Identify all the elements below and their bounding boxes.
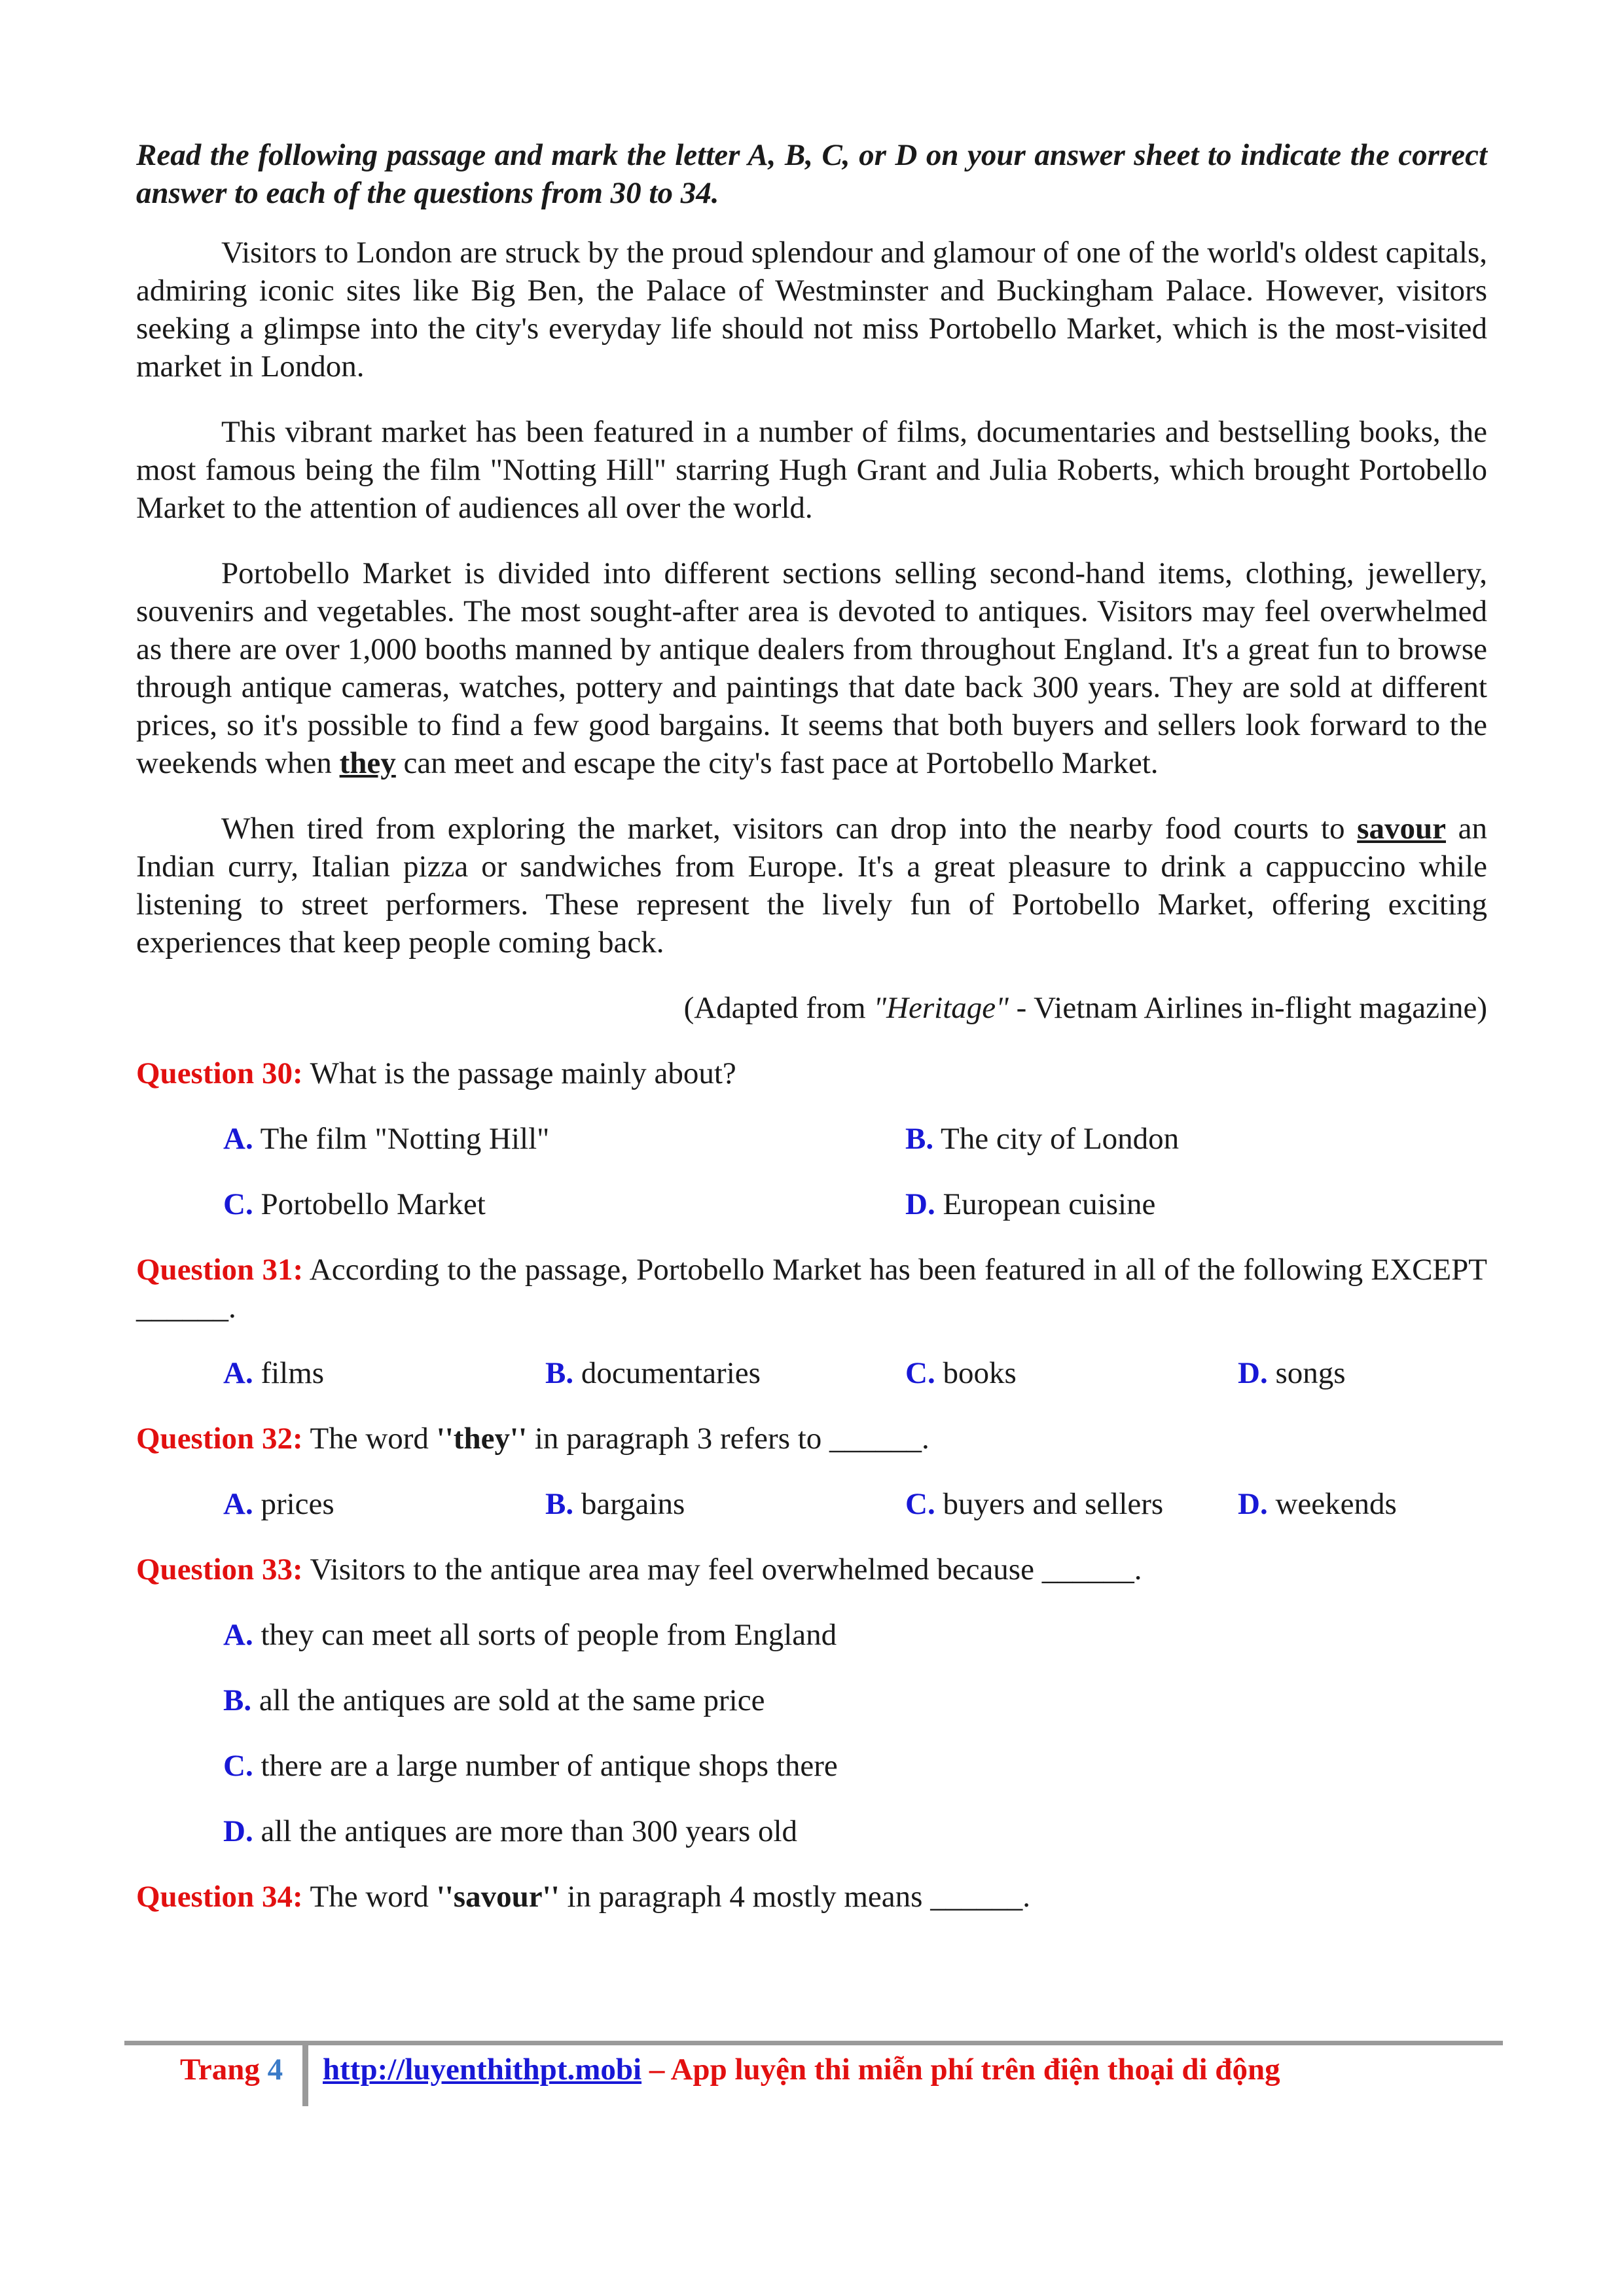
q31-options xyxy=(136,1354,1487,1392)
question-label: Question 33: xyxy=(136,1552,303,1587)
q32-option-d[interactable]: D. weekends xyxy=(1238,1487,1397,1521)
page-number: 4 xyxy=(267,2053,283,2087)
quoted-word: ''they'' xyxy=(436,1422,528,1456)
source-post: - Vietnam Airlines in-flight magazine) xyxy=(1008,991,1487,1025)
document-page xyxy=(136,136,1487,1943)
question-label: Question 30: xyxy=(136,1056,303,1090)
paragraph-1: Visitors to London are struck by the proud splendour and glamour of one of the world's oldest capitals, admiring iconic sites like Big Ben, the Palace of Westminster and Buckingham Palace. However, visitors seeking a glimpse into the city's everyday life should not miss Portobello Market, which is the most-visited market in London. xyxy=(136,236,1487,384)
source-pre: (Adapted from xyxy=(683,991,874,1025)
question-label: Question 32: xyxy=(136,1422,303,1456)
q30-options-row-1 xyxy=(136,1120,1487,1158)
paragraph-3-text-a: Portobello Market is divided into different sections selling second-hand items, clothing, jewellery, souvenirs and vegetables. The most sought-after area is devoted to antiques. Visitors may feel overwhelmed as there are over 1,000 booths manned by antique dealers from throughout England. It's a great fun to browse through antique cameras, watches, pottery and paintings that date back 300 years. They are sold at different prices, so it's possible to find a few good bargains. It seems that both buyers and sellers look forward to the weekends when xyxy=(136,556,1487,780)
q32-option-c[interactable]: C. buyers and sellers xyxy=(905,1487,1164,1521)
footer-divider xyxy=(124,2041,1503,2045)
q30-option-d[interactable]: D. European cuisine xyxy=(905,1187,1156,1221)
q33-option-a[interactable]: A. they can meet all sorts of people from England xyxy=(223,1618,837,1652)
footer-vertical-divider xyxy=(302,2041,308,2106)
source-citation xyxy=(136,989,1487,1027)
q31-option-a[interactable]: A. films xyxy=(223,1356,325,1390)
footer-promo xyxy=(323,2051,1280,2089)
paragraph-3-text-b: can meet and escape the city's fast pace at Portobello Market. xyxy=(395,746,1159,780)
q32-option-a[interactable]: A. prices xyxy=(223,1487,334,1521)
q30-option-c[interactable]: C. Portobello Market xyxy=(223,1187,486,1221)
paragraph-4-text-a: When tired from exploring the market, visitors can drop into the nearby food courts to xyxy=(221,812,1358,846)
footer-tagline: – App luyện thi miễn phí trên điện thoại di động xyxy=(641,2053,1280,2087)
q31-option-d[interactable]: D. songs xyxy=(1238,1356,1346,1390)
q31-option-c[interactable]: C. books xyxy=(905,1356,1017,1390)
highlighted-word-they: they xyxy=(339,746,396,780)
question-label: Question 31: xyxy=(136,1253,304,1287)
question-32: Question 32: The word ''they'' in paragraph 3 refers to ______. xyxy=(136,1422,929,1456)
question-30 xyxy=(136,1054,1487,1092)
highlighted-word-savour: savour xyxy=(1357,812,1446,846)
question-text: According to the passage, Portobello Market has been featured in all of the following EXCEPT ______. xyxy=(136,1253,1487,1325)
q33-option-d[interactable]: D. all the antiques are more than 300 years old xyxy=(223,1814,798,1848)
q33-option-c[interactable]: C. there are a large number of antique shops there xyxy=(223,1749,838,1783)
q31-option-b[interactable]: B. documentaries xyxy=(545,1356,761,1390)
paragraph-3 xyxy=(136,554,1487,782)
question-text: What is the passage mainly about? xyxy=(302,1056,736,1090)
q33-option-b[interactable]: B. all the antiques are sold at the same price xyxy=(223,1683,765,1717)
quoted-word: ''savour'' xyxy=(436,1880,560,1914)
paragraph-4-text-b: an Indian curry, Italian pizza or sandwiches from Europe. It's a great pleasure to drink a cappuccino while listening to street performers. These represent the lively fun of Portobello Market, offering exciting experiences that keep people coming back. xyxy=(136,812,1487,960)
paragraph-2: This vibrant market has been featured in a number of films, documentaries and bestselling books, the most famous being the film "Notting Hill" starring Hugh Grant and Julia Roberts, which brought Portobello Market to the attention of audiences all over the world. xyxy=(136,415,1487,525)
question-33 xyxy=(136,1551,1487,1588)
footer-link[interactable]: http://luyenthithpt.mobi xyxy=(323,2053,642,2087)
q30-options-row-2 xyxy=(136,1185,1487,1223)
paragraph-4 xyxy=(136,810,1487,961)
source-title: "Heritage" xyxy=(873,991,1009,1025)
question-31 xyxy=(136,1251,1487,1327)
q30-option-b[interactable]: B. The city of London xyxy=(905,1122,1180,1156)
question-text: Visitors to the antique area may feel overwhelmed because ______. xyxy=(302,1552,1142,1587)
question-label: Question 34: xyxy=(136,1880,303,1914)
q32-option-b[interactable]: B. bargains xyxy=(545,1487,685,1521)
q30-option-a[interactable]: A. The film "Notting Hill" xyxy=(223,1122,550,1156)
q32-options xyxy=(136,1485,1487,1523)
footer-page-label: Trang 4 xyxy=(180,2053,283,2087)
question-34: Question 34: The word ''savour'' in paragraph 4 mostly means ______. xyxy=(136,1880,1030,1914)
instruction: Read the following passage and mark the letter A, B, C, or D on your answer sheet to indicate the correct answer to each of the questions from 30 to 34. xyxy=(136,138,1487,210)
